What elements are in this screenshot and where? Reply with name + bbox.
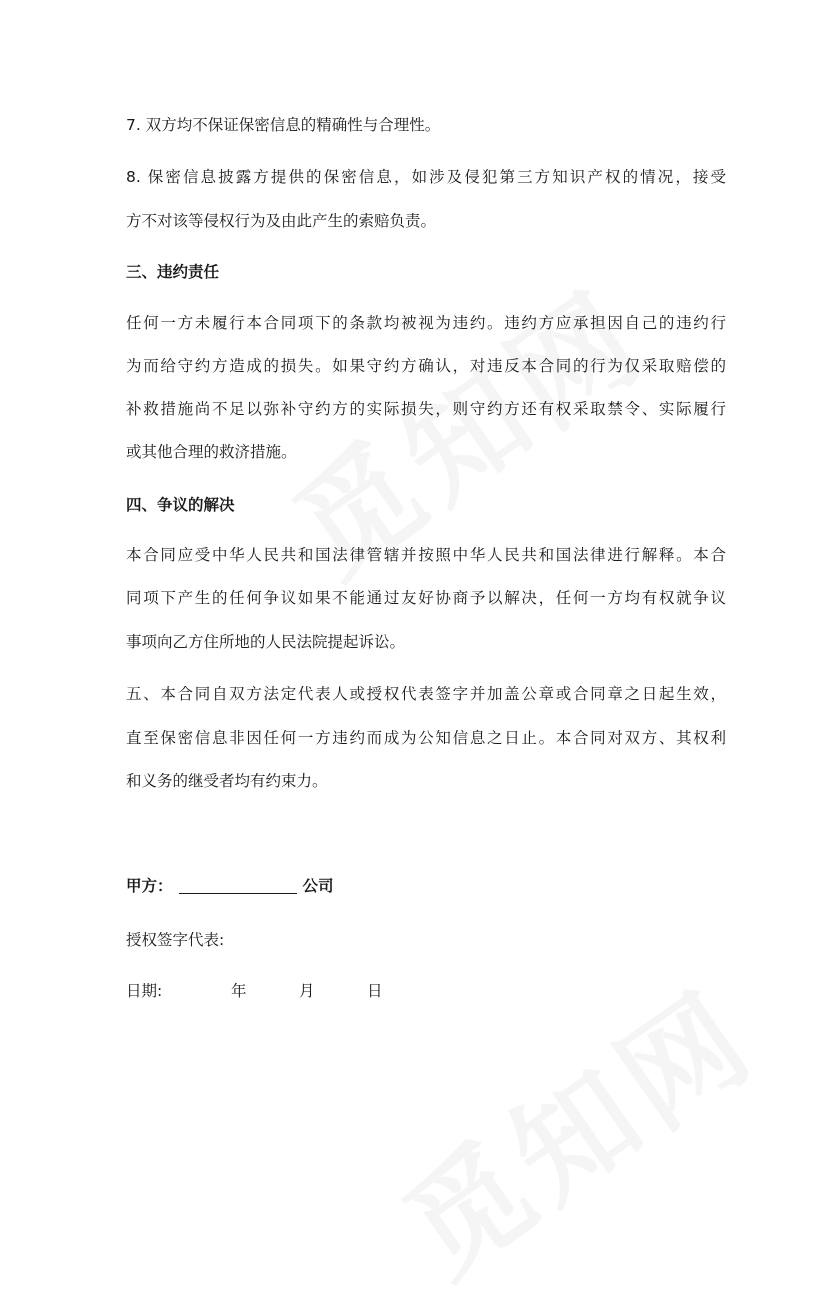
section-5-line: 和义务的继受者均有约束力。 (126, 772, 328, 790)
date-month-label: 月 (299, 982, 315, 1000)
clause-8-line: 8. 保密信息披露方提供的保密信息，如涉及侵犯第三方知识产权的情况，接受 (126, 168, 726, 186)
authorized-rep-label: 授权签字代表: (126, 931, 225, 949)
party-a-suffix: 公司 (302, 877, 334, 895)
section-5-line: 直至保密信息非因任何一方违约而成为公知信息之日止。本合同对双方、其权利 (126, 729, 726, 747)
party-a-blank-field[interactable] (179, 877, 297, 894)
date-year-label: 年 (231, 982, 247, 1000)
section-5-line: 五、本合同自双方法定代表人或授权代表签字并加盖公章或合同章之日起生效， (126, 685, 726, 703)
section-3-line: 或其他合理的救济措施。 (126, 443, 297, 461)
date-day-label: 日 (367, 982, 383, 1000)
date-label: 日期: (126, 982, 163, 1000)
clause-7: 7. 双方均不保证保密信息的精确性与合理性。 (126, 116, 441, 134)
section-3-line: 补救措施尚不足以弥补守约方的实际损失，则守约方还有权采取禁令、实际履行 (126, 400, 726, 418)
party-a-label: 甲方： (126, 877, 173, 895)
watermark (366, 944, 784, 1308)
section-3-line: 为而给守约方造成的损失。如果守约方确认，对违反本合同的行为仅采取赔偿的 (126, 357, 726, 375)
section-4-heading: 四、争议的解决 (126, 496, 235, 514)
section-4-line: 事项向乙方住所地的人民法院提起诉讼。 (126, 633, 406, 651)
party-a-row (126, 875, 334, 897)
section-3-heading: 三、违约责任 (126, 263, 220, 281)
section-4-line: 本合同应受中华人民共和国法律管辖并按照中华人民共和国法律进行解释。本合 (126, 546, 726, 564)
clause-8-line: 方不对该等侵权行为及由此产生的索赔负责。 (126, 212, 437, 230)
section-3-line: 任何一方未履行本合同项下的条款均被视为违约。违约方应承担因自己的违约行 (126, 314, 726, 332)
section-4-line: 同项下产生的任何争议如果不能通过友好协商予以解决，任何一方均有权就争议 (126, 589, 726, 607)
